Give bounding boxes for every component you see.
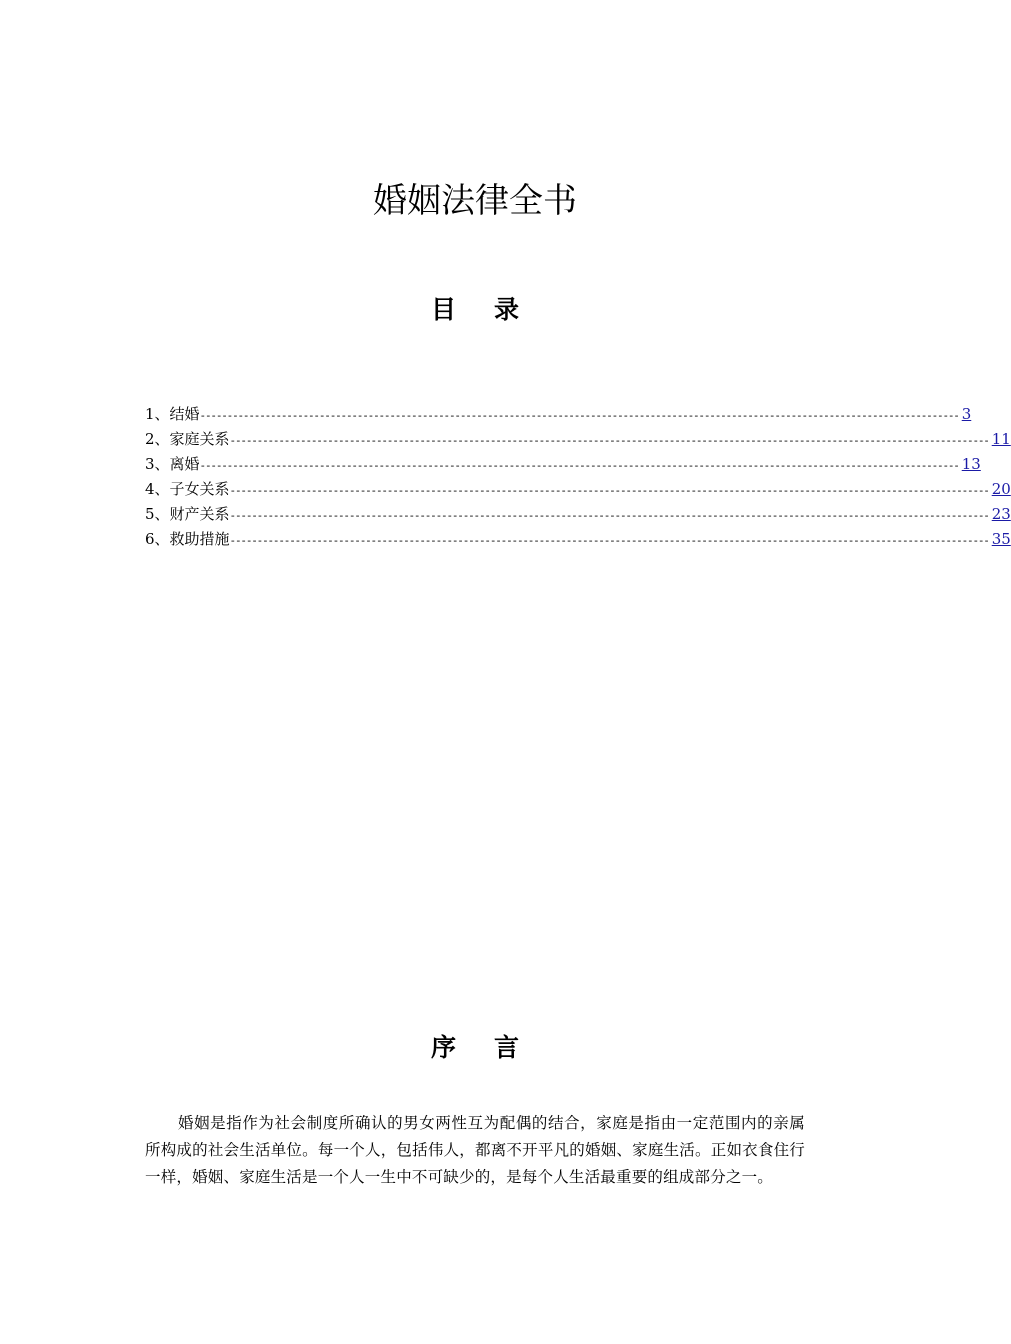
toc-item-label: 6、救助措施 xyxy=(145,530,230,548)
toc-leader-dashes: -------------------------------------------------------------------------------------------------------------------------------------------- xyxy=(229,434,989,447)
preface-heading: 序言 xyxy=(430,1033,557,1062)
toc-item xyxy=(145,452,981,477)
toc-item-label: 4、子女关系 xyxy=(145,480,230,498)
toc-leader-dashes: -------------------------------------------------------------------------------------------------------------------------------------------- xyxy=(229,484,989,497)
toc-item xyxy=(145,527,1011,552)
table-of-contents xyxy=(145,402,1011,552)
toc-item-label: 3、离婚 xyxy=(145,455,200,473)
toc-leader-dashes: -------------------------------------------------------------------------------------------------------------------------------------------- xyxy=(229,509,989,522)
toc-page-link[interactable]: 3 xyxy=(961,405,972,423)
toc-leader-dashes: -------------------------------------------------------------------------------------------------------------------------------------------- xyxy=(199,459,959,472)
toc-leader-dashes: -------------------------------------------------------------------------------------------------------------------------------------------- xyxy=(229,534,989,547)
toc-page-link[interactable]: 35 xyxy=(991,530,1011,548)
toc-page-link[interactable]: 13 xyxy=(961,455,981,473)
toc-item-label: 1、结婚 xyxy=(145,405,200,423)
document-title: 婚姻法律全书 xyxy=(373,180,577,221)
toc-item xyxy=(145,402,972,427)
toc-page-link[interactable]: 11 xyxy=(991,430,1011,448)
toc-item xyxy=(145,427,1011,452)
toc-leader-dashes: -------------------------------------------------------------------------------------------------------------------------------------------- xyxy=(199,409,959,422)
toc-item xyxy=(145,477,1011,502)
toc-item-label: 2、家庭关系 xyxy=(145,430,230,448)
toc-item-label: 5、财产关系 xyxy=(145,505,230,523)
preface-paragraph: 婚姻是指作为社会制度所确认的男女两性互为配偶的结合，家庭是指由一定范围内的亲属所构成的社会生活单位。每一个人，包括伟人，都离不开平凡的婚姻、家庭生活。正如衣食住行一样，婚姻、家庭生活是一个人一生中不可缺少的，是每个人生活最重要的组成部分之一。 xyxy=(145,1114,805,1186)
toc-heading: 目录 xyxy=(430,295,557,324)
toc-page-link[interactable]: 20 xyxy=(991,480,1011,498)
toc-page-link[interactable]: 23 xyxy=(991,505,1011,523)
toc-item xyxy=(145,502,1011,527)
